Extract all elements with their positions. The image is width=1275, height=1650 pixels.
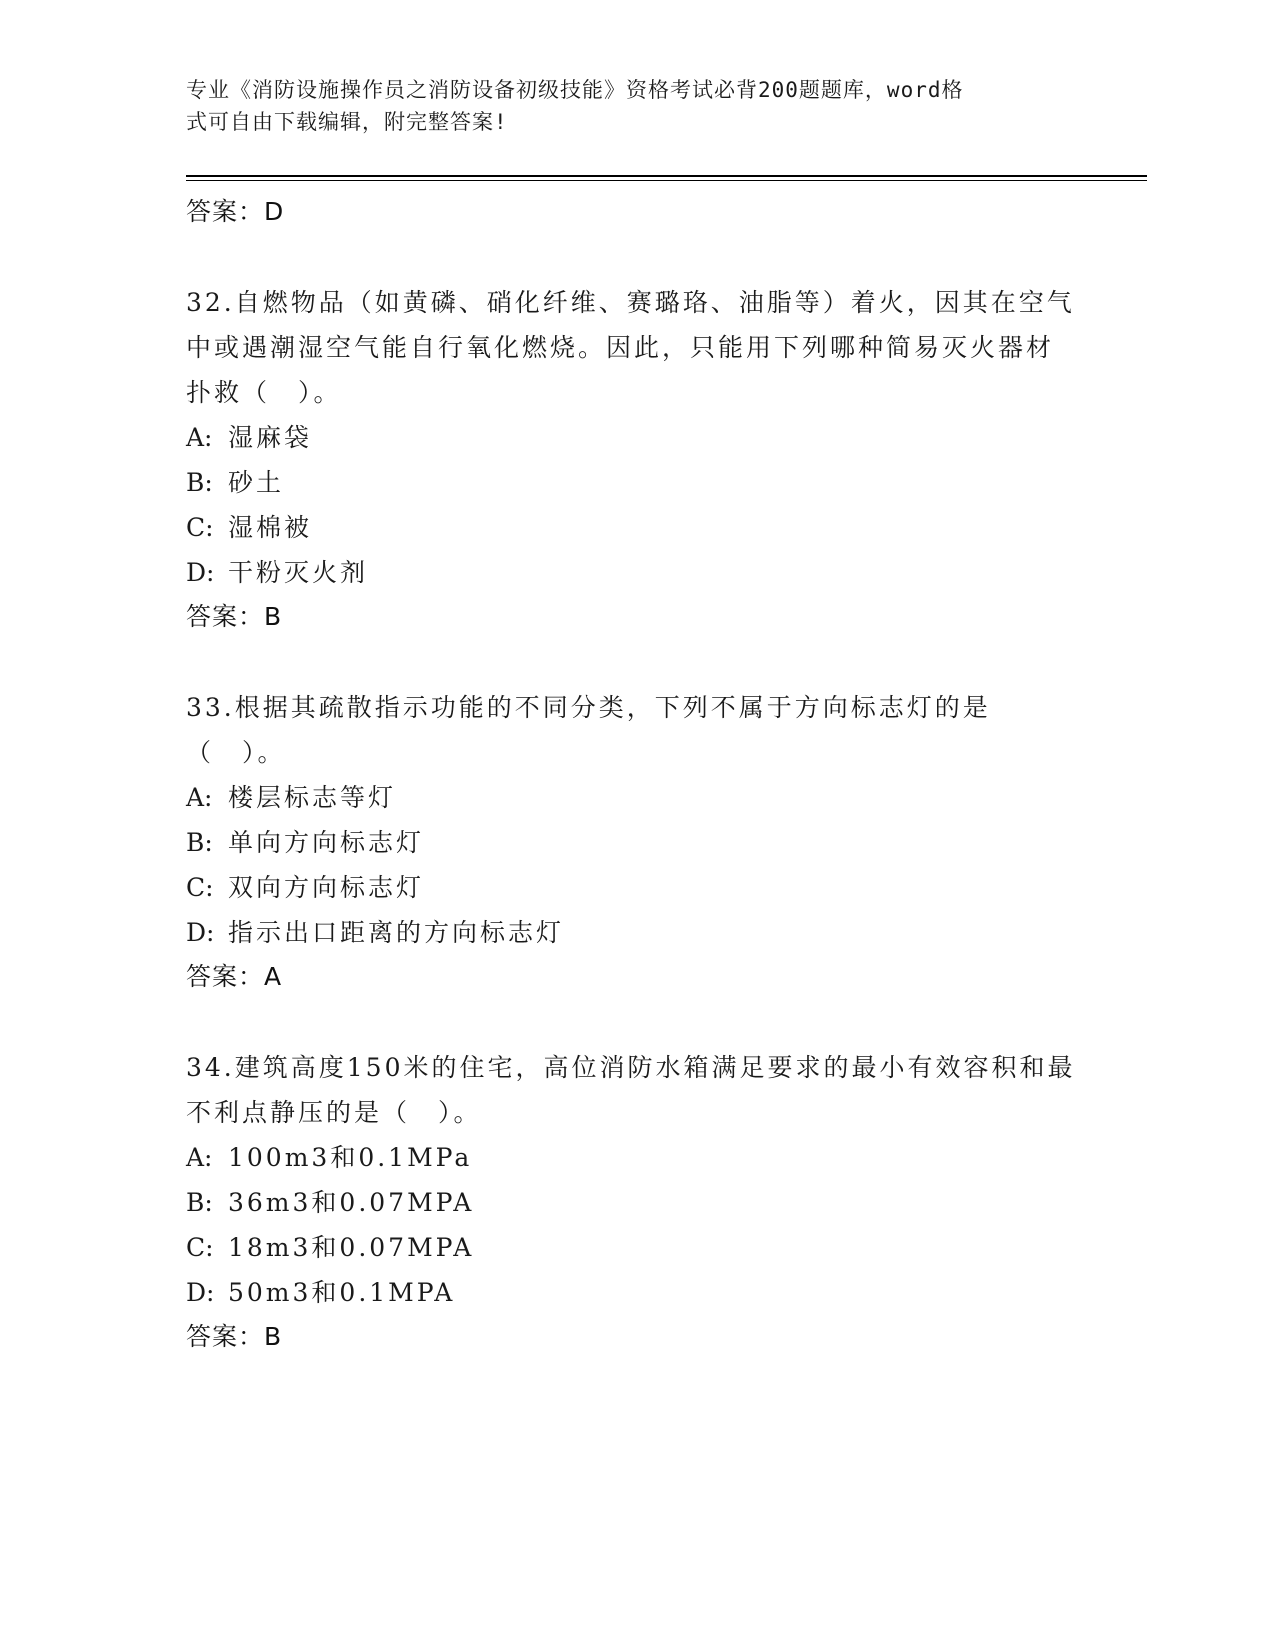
option-text: 湿麻袋 (228, 423, 313, 452)
question-33 (186, 685, 1076, 999)
question-34 (186, 1045, 1076, 1359)
question-32 (186, 280, 1076, 639)
option-letter: C: (186, 873, 214, 902)
option-text: 湿棉被 (228, 513, 313, 542)
header-line-2: 式可自由下载编辑，附完整答案! (186, 110, 508, 134)
document-header (186, 74, 1066, 138)
question-stem: 32.自燃物品（如黄磷、硝化纤维、赛璐珞、油脂等）着火，因其在空气中或遇潮湿空气能自行氧化燃烧。因此，只能用下列哪种简易灭火器材扑救（ ）。 (186, 288, 1075, 407)
question-stem: 33.根据其疏散指示功能的不同分类，下列不属于方向标志灯的是（ ）。 (186, 693, 991, 767)
option-text: 双向方向标志灯 (228, 873, 425, 902)
option-text: 楼层标志等灯 (228, 783, 397, 812)
option-letter: C: (186, 1233, 214, 1262)
option-letter: B: (186, 1188, 213, 1217)
option-letter: A: (186, 783, 213, 812)
option-letter: D: (186, 1278, 215, 1307)
header-line-1: 专业《消防设施操作员之消防设备初级技能》资格考试必背200题题库，word格 (186, 78, 964, 102)
option-text: 干粉灭火剂 (228, 558, 369, 587)
question-list (186, 190, 1076, 1359)
option-text: 36m3和0.07MPA (228, 1188, 475, 1217)
header-divider-thin (186, 180, 1147, 181)
option-letter: D: (186, 918, 215, 947)
option-b (186, 1180, 1076, 1225)
option-a (186, 1135, 1076, 1180)
option-text: 指示出口距离的方向标志灯 (228, 918, 565, 947)
option-letter: D: (186, 558, 215, 587)
option-text: 单向方向标志灯 (228, 828, 425, 857)
answer-34: 答案：B (186, 1322, 283, 1351)
option-text: 砂土 (228, 468, 285, 497)
answer-33: 答案：A (186, 962, 283, 991)
option-text: 50m3和0.1MPA (228, 1278, 456, 1307)
question-stem: 34.建筑高度150米的住宅，高位消防水箱满足要求的最小有效容积和最不利点静压的是（ ）。 (186, 1053, 1076, 1127)
option-letter: A: (186, 1143, 213, 1172)
previous-answer: 答案：D (186, 197, 285, 226)
option-b (186, 460, 1076, 505)
option-a (186, 415, 1076, 460)
option-d (186, 1270, 1076, 1315)
answer-32: 答案：B (186, 602, 283, 631)
option-c (186, 505, 1076, 550)
header-divider-thick (186, 175, 1147, 177)
option-c (186, 1225, 1076, 1270)
option-letter: C: (186, 513, 214, 542)
option-d (186, 910, 1076, 955)
option-letter: A: (186, 423, 213, 452)
option-a (186, 775, 1076, 820)
option-b (186, 820, 1076, 865)
option-letter: B: (186, 828, 213, 857)
option-text: 100m3和0.1MPa (228, 1143, 473, 1172)
option-text: 18m3和0.07MPA (228, 1233, 475, 1262)
option-c (186, 865, 1076, 910)
option-d (186, 550, 1076, 595)
option-letter: B: (186, 468, 213, 497)
